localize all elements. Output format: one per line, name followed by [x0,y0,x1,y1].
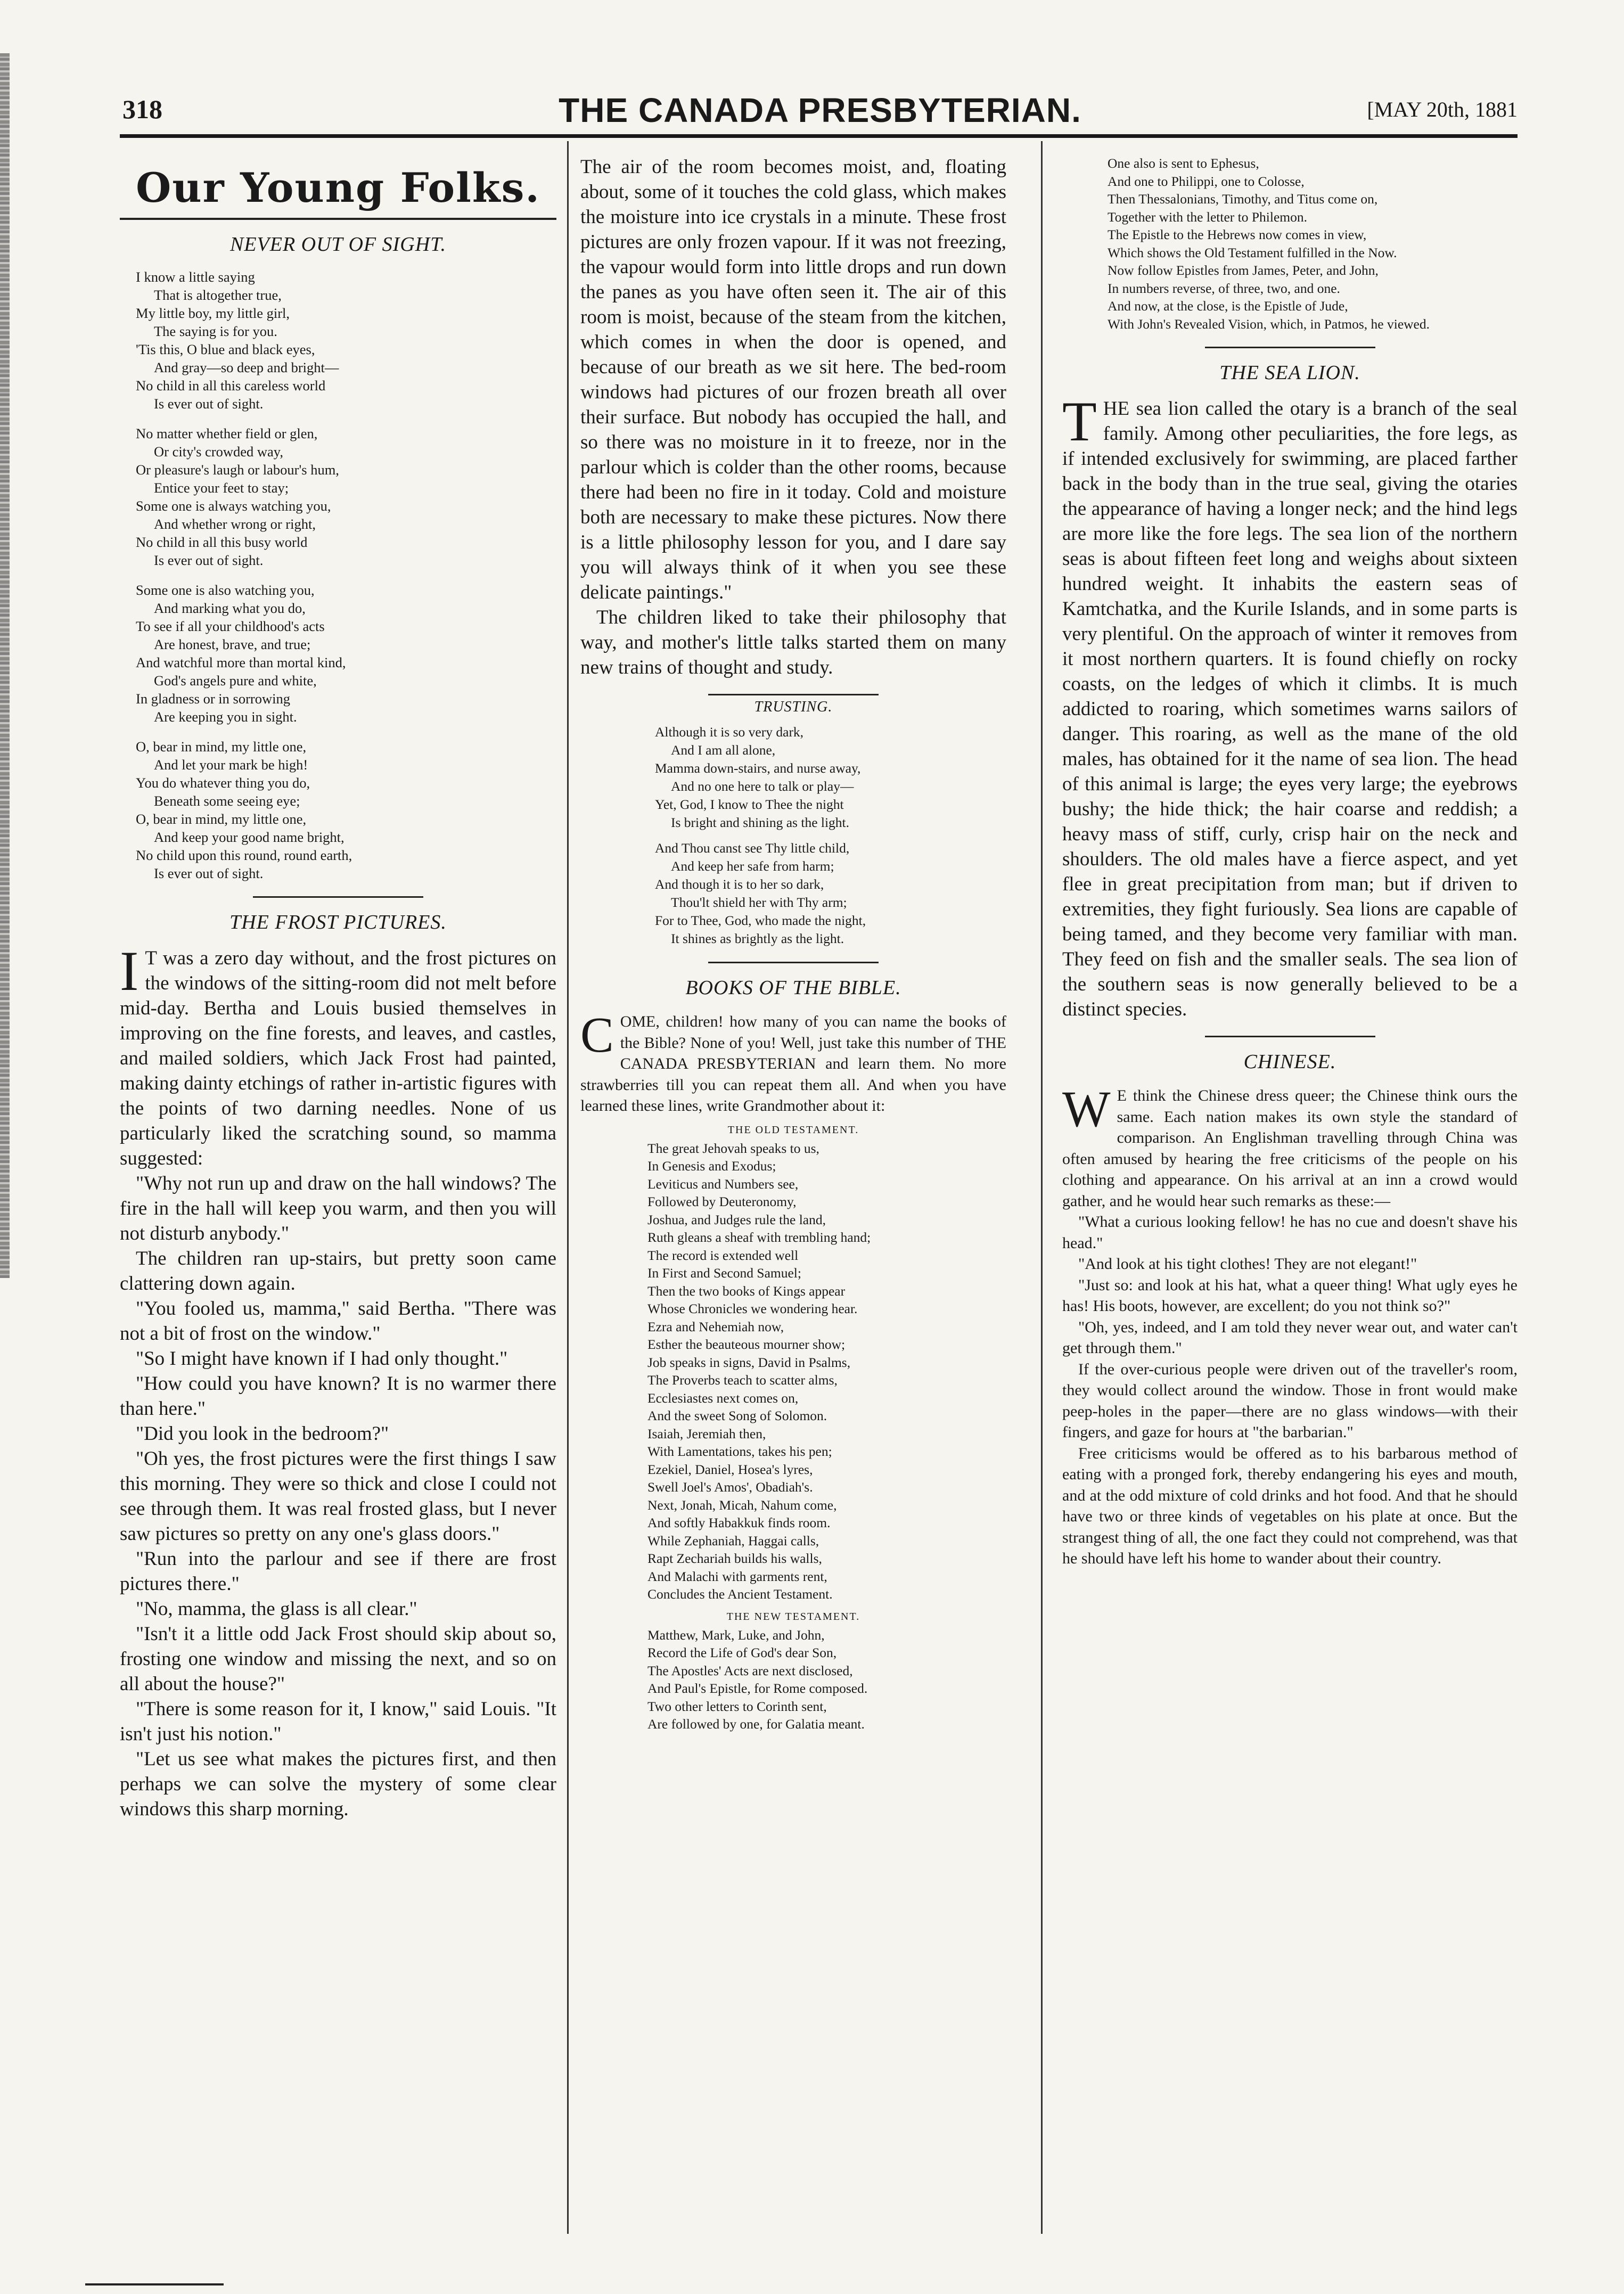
paragraph: "Just so: and look at his hat, what a queer thing! What ugly eyes he has! His boots, however, are excellent; do you not think so?" [1062,1276,1518,1315]
verse-line: The Apostles' Acts are next disclosed, [647,1662,853,1678]
paragraph: "How could you have known? It is no warmer there than here." [120,1373,556,1420]
verse-line: Two other letters to Corinth sent, [647,1698,827,1714]
paragraph: "And look at his tight clothes! They are not elegant!" [1078,1255,1417,1273]
verse-line: Or city's crowded way, [154,444,283,460]
verse-line: Ezekiel, Daniel, Hosea's lyres, [647,1461,813,1477]
verse-line: Swell Joel's Amos', Obadiah's. [647,1479,813,1495]
section-rule [708,962,879,963]
paragraph: The air of the room becomes moist, and, floating about, some of it touches the cold glass, which makes the moisture into ice crystals in a minute. These frost pictures are only frozen vapour. If it was not freezing, the vapour would form into little drops and run down the panes as you have often seen it. The air of this room is moist, because of the steam from the kitchen, which comes in when the door is opened, and because of our breath as we sit here. The bed-room windows had pictures of our frozen breath all over their surface. But nobody has occupied the hall, and so there was no moisture in it to freeze, nor in the parlour which is colder than the other rooms, because there had been no fire in it today. Cold and moisture both are necessary to make these pictures. Now there is a little philosophy lesson for you, and I dare say you will always think of it when you see these delicate paintings." [580,156,1006,603]
verse-line: Next, Jonah, Micah, Nahum come, [647,1497,837,1513]
drop-cap: W [1062,1080,1111,1137]
verse-line: That is altogether true, [154,287,282,303]
article-body [120,940,556,1822]
verse-line: Isaiah, Jeremiah then, [647,1425,766,1441]
verse-line: You do whatever thing you do, [136,775,310,791]
verse-line: No child in all this careless world [136,378,326,394]
verse-line: Mamma down-stairs, and nurse away, [655,760,861,776]
verse-line: And softly Habakkuk finds room. [647,1515,831,1530]
footer-rule [85,2283,224,2285]
subheading: THE OLD TESTAMENT. [727,1124,859,1136]
verse-line: Although it is so very dark, [655,724,804,740]
section-masthead: Our Young Folks. [136,164,540,211]
paragraph: "Why not run up and draw on the hall windows? The fire in the hall will keep you warm, and then you will not disturb anybody." [120,1173,556,1244]
verse-line: The record is extended well [647,1247,799,1263]
verse-line: And now, at the close, is the Epistle of Jude, [1108,298,1348,314]
section-rule [1205,347,1375,348]
paragraph: "What a curious looking fellow! he has no cue and doesn't shave his head." [1062,1213,1518,1252]
page-number: 318 [122,94,162,124]
paragraph: Free criticisms would be offered as to his barbarous method of eating with a pronged fork, thereby endangering his eyes and mouth, and at the odd mixture of cold drinks and hot food. And that he should have two or three kinds of vegetables on his plate at once. But the strangest thing of all, the one fact they could not comprehend, was that he should have left his home to wander about their country. [1062,1444,1518,1567]
issue-date: [MAY 20th, 1881 [1367,97,1518,121]
verse-line: Then Thessalonians, Timothy, and Titus come on, [1108,191,1378,207]
paragraph: If the over-curious people were driven out of the traveller's room, they would collect around the window. Those in front would make peep-holes in the paper—there are no glass windows—with their fingers, and gaze for hours at "the barbarian." [1062,1360,1518,1441]
paragraph: The children ran up-stairs, but pretty soon came clattering down again. [120,1248,556,1295]
verse-line: Leviticus and Numbers see, [647,1176,799,1192]
verse-line: Ecclesiastes next comes on, [647,1390,799,1406]
verse-line: Some one is also watching you, [136,582,315,598]
paragraph: THE sea lion called the otary is a branch of the seal family. Among other peculiarities, the fore legs, as if intended exclusively for swimming, are placed farther back in the body than in the true seal, giving the otaries the appearance of having a longer neck; and the hind legs are more like the fore legs. The sea lion of the northern seas is about fifteen feet long and weighs about sixteen hundred weight. It inhabits the eastern seas of Kamtchatka, and the Kurile Islands, and in some parts is very plentiful. On the approach of winter it removes from it most northern quarters. It is found chiefly on rocky coasts, on the ledges of which it climbs. It is much addicted to roaring, which sometimes warns sailors of danger. This roaring, as well as the mane of the old males, has obtained for it the name of sea lion. The head of this animal is large; the eyes very large; the eyebrows bushy; the hide thick; the hair coarse and reddish; a heavy mass of stiff, curly, crisp hair on the neck and shoulders. The old males have a fierce aspect, and yet flee in great precipitation from man; but if driven to extremities, they fight furiously. Sea lions are capable of being tamed, and they become very familiar with man. They feed on fish and the smaller seals. The sea lion of the southern seas is now generally believed to be a distinct species. [1062,390,1518,1020]
newspaper-title: THE CANADA PRESBYTERIAN. [559,91,1081,129]
verse-line: And watchful more than mortal kind, [136,654,346,670]
verse-line: And keep her safe from harm; [671,858,834,874]
poem-body [120,268,556,882]
article-body [1062,390,1518,1022]
verse-list [580,1140,1006,1603]
article-body-continued [580,154,1006,680]
verse-line: Followed by Deuteronomy, [647,1194,797,1209]
verse-line: Then the two books of Kings appear [647,1283,846,1299]
verse-line: And the sweet Song of Solomon. [647,1408,827,1423]
verse-line: Are followed by one, for Galatia meant. [647,1716,865,1732]
section-rule [1205,1036,1375,1037]
verse-line: Is ever out of sight. [154,396,264,412]
paragraph: "You fooled us, mamma," said Bertha. "There was not a bit of frost on the window." [120,1298,556,1345]
subheading: THE NEW TESTAMENT. [726,1610,860,1623]
verse-line: Matthew, Mark, Luke, and John, [647,1627,825,1643]
verse-line: And let your mark be high! [154,757,308,773]
paragraph: "Did you look in the bedroom?" [136,1423,389,1445]
paragraph: I T was a zero day without, and the frost pictures on the windows of the sitting-room did not melt before mid-day. Bertha and Louis busied themselves in improving on the fine forests, and leaves, and castles, and mailed soldiers, which Jack Frost had painted, making dainty etchings of rather in-artistic figures with the points of two darning needles. None of us particularly liked the scratching sound, so mamma suggested: [120,940,556,1169]
verse-line: Is ever out of sight. [154,552,264,568]
verse-line: And Malachi with garments rent, [647,1568,827,1584]
paragraph: "Isn't it a little odd Jack Frost should skip about so, frosting one window and missing the next, and so on all about the house?" [120,1623,556,1695]
verse-line: O, bear in mind, my little one, [136,811,307,827]
paragraph: "No, mamma, the glass is all clear." [136,1598,417,1620]
verse-line: And though it is to her so dark, [655,876,824,892]
verse-line: In Genesis and Exodus; [647,1158,776,1174]
verse-line: I know a little saying [136,269,255,285]
column-3 [1062,154,1518,1569]
drop-cap: I [120,940,139,1002]
section-rule [708,694,879,695]
stanza [655,723,1006,832]
verse-line: And one to Philippi, one to Colosse, [1108,173,1305,189]
verse-line: Is ever out of sight. [154,865,264,881]
stanza [136,424,556,569]
verse-line: And Thou canst see Thy little child, [655,840,850,856]
verse-line: Which shows the Old Testament fulfilled in the Now. [1108,244,1397,260]
verse-line: Joshua, and Judges rule the land, [647,1211,826,1227]
verse-line: Together with the letter to Philemon. [1108,209,1307,225]
verse-line: Esther the beauteous mourner show; [647,1337,846,1352]
verse-line: To see if all your childhood's acts [136,618,325,634]
paragraph: "Let us see what makes the pictures first, and then perhaps we can solve the mystery of some clear windows this sharp morning. [120,1748,556,1820]
stanza [136,738,556,882]
article-body [1062,1080,1518,1569]
verse-line: No matter whether field or glen, [136,425,318,441]
column-1 [120,154,556,1822]
verse-line: And I am all alone, [671,742,776,758]
verse-line: And Paul's Epistle, for Rome composed. [647,1681,868,1696]
verse-line: O, bear in mind, my little one, [136,739,307,755]
binding-edge [0,53,10,1278]
verse-line: Job speaks in signs, David in Psalms, [647,1354,851,1370]
verse-line: With John's Revealed Vision, which, in Patmos, he viewed. [1108,316,1430,332]
verse-line: The great Jehovah speaks to us, [647,1140,819,1156]
verse-line: No child upon this round, round earth, [136,847,352,863]
article-title: BOOKS OF THE BIBLE. [685,977,901,999]
article-title: THE SEA LION. [1219,362,1360,384]
verse-line: God's angels pure and white, [154,673,317,689]
paragraph: The children liked to take their philosophy that way, and mother's little talks started them on many new trains of thought and study. [580,607,1006,678]
column-2 [580,154,1006,1733]
page-header [122,91,1518,133]
paragraph: "Oh yes, the frost pictures were the first things I saw this morning. They were so thick and close I could not see through them. It was real frosted glass, but I never saw pictures so pretty on any one's glass doors." [120,1448,556,1545]
verse-line: While Zephaniah, Haggai calls, [647,1533,819,1549]
verse-line: In numbers reverse, of three, two, and one. [1108,280,1340,296]
verse-line: Yet, God, I know to Thee the night [655,797,844,812]
verse-line: And keep your good name bright, [154,829,345,845]
verse-line: Entice your feet to stay; [154,480,289,496]
verse-line: For to Thee, God, who made the night, [655,913,866,928]
verse-line: It shines as brightly as the light. [671,931,844,946]
verse-line: And marking what you do, [154,600,306,616]
verse-line: The Epistle to the Hebrews now comes in view, [1108,227,1367,242]
verse-line: In gladness or in sorrowing [136,691,290,707]
paragraph: "So I might have known if I had only thought." [136,1348,508,1370]
verse-list-continued [1062,154,1518,333]
poem-title: TRUSTING. [754,699,833,715]
verse-line: Ruth gleans a sheaf with trembling hand; [647,1230,871,1245]
verse-line: The saying is for you. [154,323,277,339]
column-divider-2 [1041,141,1043,2234]
paragraph: W E think the Chinese dress queer; the Chinese think ours the same. Each nation makes its own style the standard of comparison. An Englishman travelling through China was often amused by hearing the free criticisms of the people on his clothing and appearance. On his arrival at an inn a crowd would gather, and he would hear such remarks as these:— [1062,1080,1518,1210]
verse-line: Thou'lt shield her with Thy arm; [671,895,847,910]
article-body [580,1007,1006,1117]
verse-line: With Lamentations, takes his pen; [647,1444,832,1459]
poem-body [580,723,1006,948]
verse-line: Now follow Epistles from James, Peter, and John, [1108,263,1379,278]
poem-title: NEVER OUT OF SIGHT. [229,233,447,256]
verse-line: No child in all this busy world [136,534,308,550]
section-rule [253,896,423,898]
verse-line: Record the Life of God's dear Son, [647,1645,837,1660]
verse-line: Is bright and shining as the light. [671,815,850,830]
verse-line: One also is sent to Ephesus, [1108,155,1259,171]
paragraph: "Oh, yes, indeed, and I am told they never wear out, and water can't get through them." [1062,1318,1518,1357]
verse-line: Are keeping you in sight. [154,709,297,725]
verse-line: And gray—so deep and bright— [154,359,339,375]
article-title: CHINESE. [1243,1051,1336,1073]
verse-line: Whose Chronicles we wondering hear. [647,1301,858,1316]
paragraph: "Run into the parlour and see if there are frost pictures there." [120,1548,556,1595]
verse-line: Some one is always watching you, [136,498,331,514]
verse-line: And no one here to talk or play— [671,779,854,794]
paragraph: "There is some reason for it, I know," said Louis. "It isn't just his notion." [120,1698,556,1745]
stanza [655,839,1006,948]
stanza [136,581,556,726]
verse-line: Ezra and Nehemiah now, [647,1318,784,1334]
verse-line: Beneath some seeing eye; [154,793,300,809]
verse-line: And whether wrong or right, [154,516,316,532]
stanza [136,268,556,413]
article-title: THE FROST PICTURES. [229,911,447,933]
verse-line: Or pleasure's laugh or labour's hum, [136,462,339,478]
column-divider-1 [567,141,569,2234]
verse-line: Concludes the Ancient Testament. [647,1586,833,1602]
verse-line: Rapt Zechariah builds his walls, [647,1551,822,1566]
verse-line: My little boy, my little girl, [136,305,290,321]
header-rule [120,134,1518,138]
masthead-rule [120,218,556,220]
verse-line: 'Tis this, O blue and black eyes, [136,341,315,357]
books-intro: COME, children! how many of you can name the books of the Bible? None of you! Well, just take this number of THE CANADA PRESBYTERIAN and learn them. No more strawberries till you can repeat them all. And when you have learned these lines, write Grandmother about it: [580,1007,1006,1115]
verse-line: Are honest, brave, and true; [154,636,311,652]
verse-line: The Proverbs teach to scatter alms, [647,1372,838,1388]
verse-list [580,1626,1006,1733]
verse-line: In First and Second Samuel; [647,1265,801,1281]
